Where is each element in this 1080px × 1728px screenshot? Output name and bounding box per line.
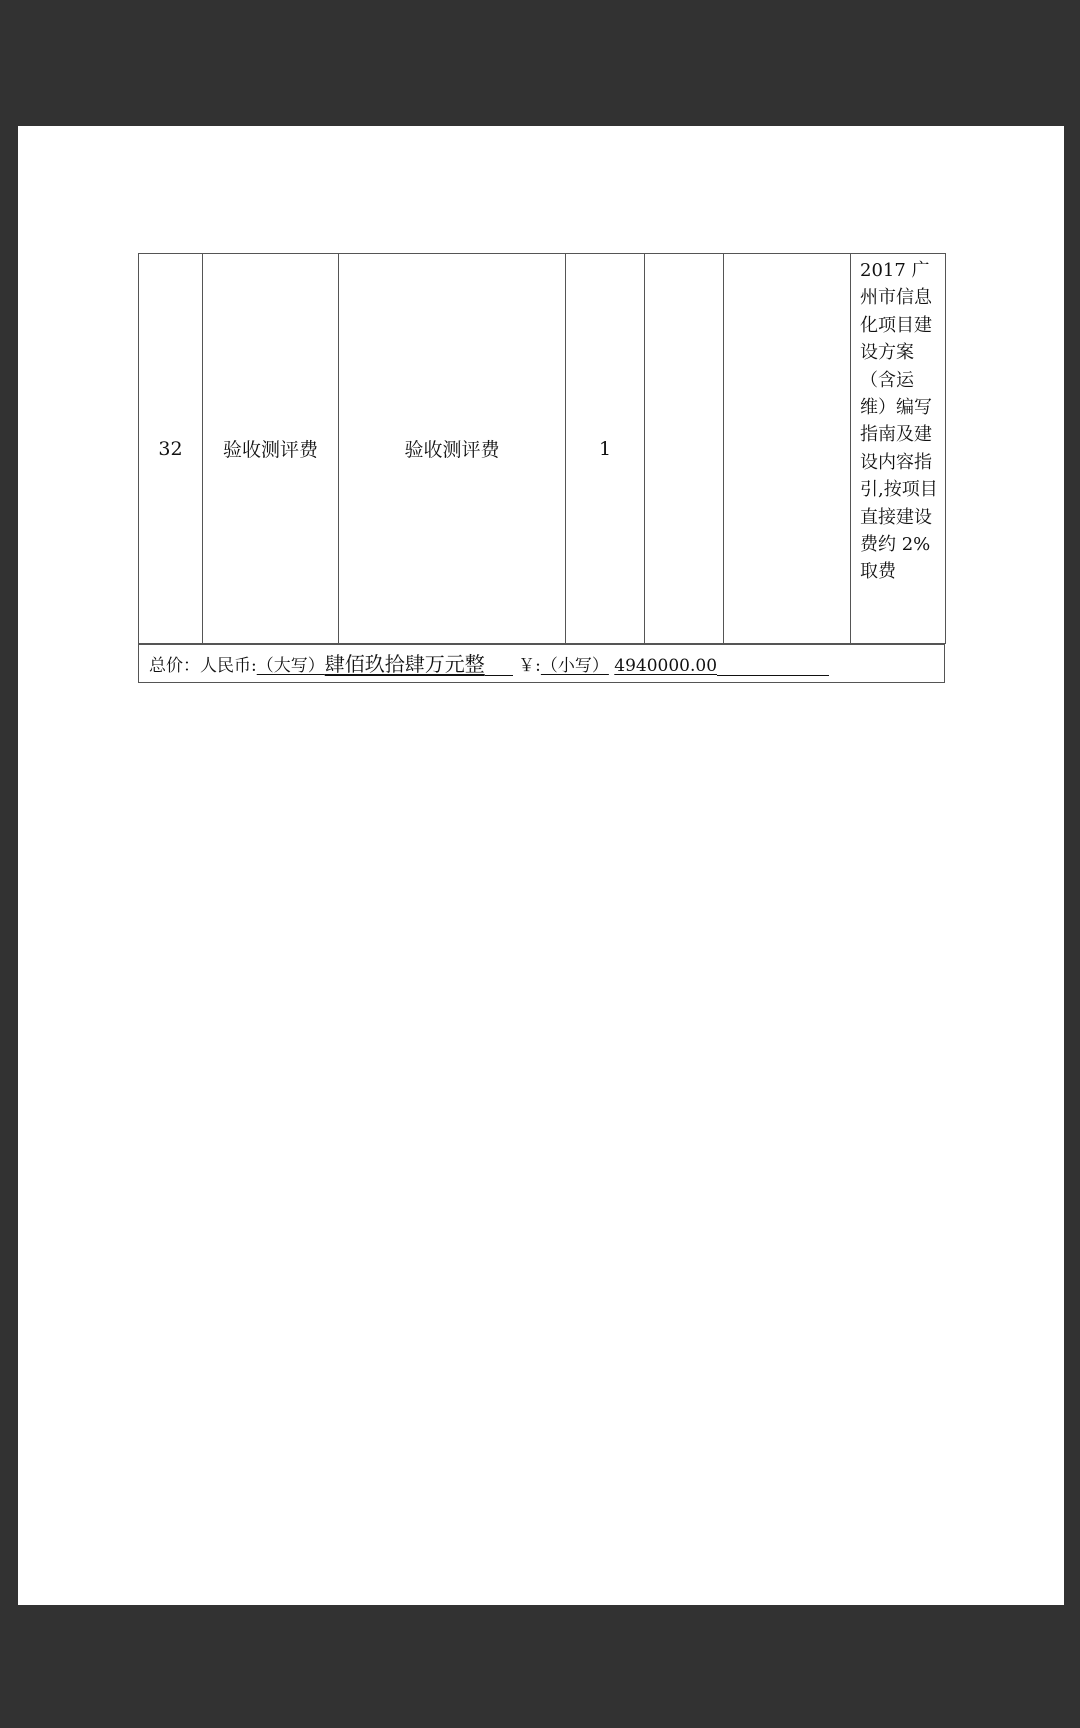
yen-label: ￥:: [518, 656, 541, 676]
row-quantity: 1: [566, 254, 645, 644]
total-upper-label: （大写）: [256, 656, 325, 676]
total-price-row: [138, 643, 945, 683]
row-description: 验收测评费: [339, 254, 566, 644]
table-row: [139, 254, 946, 644]
total-label: 总价：人民币:: [149, 656, 257, 676]
total-lower-label: （小写）: [540, 656, 609, 676]
row-index: 32: [139, 254, 203, 644]
total-upper-value: 肆佰玖拾肆万元整: [324, 652, 485, 676]
row-name: 验收测评费: [203, 254, 339, 644]
underline-pad: [485, 655, 513, 676]
document-page: [18, 126, 1064, 1605]
quotation-table: [138, 253, 945, 683]
row-note: 2017 广州市信息化项目建设方案（含运维）编写指南及建设内容指引,按项目直接建设费约 2%取费: [851, 254, 946, 644]
underline-pad: [717, 655, 829, 676]
row-amount: [724, 254, 851, 644]
total-lower-value: 4940000.00: [614, 656, 718, 676]
items-table: [138, 253, 946, 644]
row-unit-price: [645, 254, 724, 644]
